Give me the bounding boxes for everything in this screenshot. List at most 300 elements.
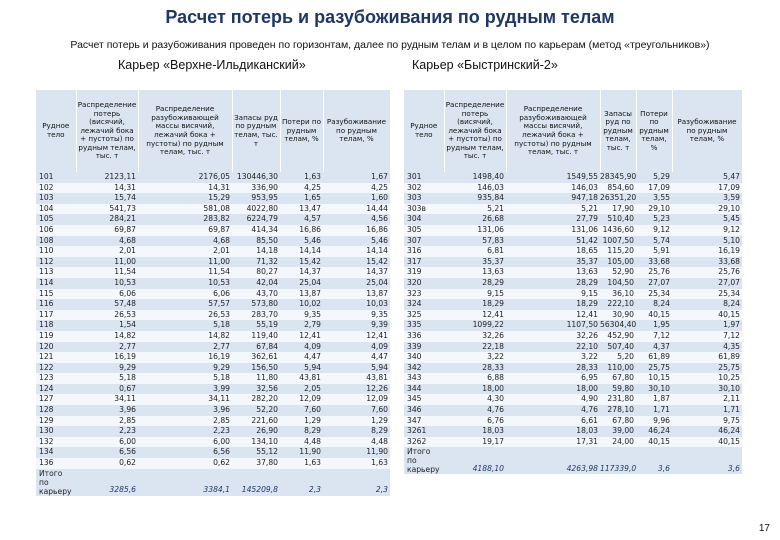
header-loss-distribution: Распределение потерь (висячий, лежачий бока + пустоты) по рудным телам, тыс. т: [444, 90, 506, 172]
value-cell: 56304,40: [600, 320, 636, 330]
value-cell: 2,01: [138, 246, 232, 257]
value-cell: 110,00: [600, 363, 636, 374]
value-cell: 34,11: [138, 394, 232, 405]
value-cell: 14,44: [323, 204, 390, 215]
value-cell: 52,20: [232, 405, 280, 416]
value-cell: 935,84: [444, 193, 506, 204]
value-cell: 283,82: [138, 214, 232, 225]
total-value: 3,6: [636, 447, 672, 474]
value-cell: 14,82: [138, 331, 232, 342]
value-cell: 25,75: [672, 363, 742, 374]
value-cell: 104,50: [600, 278, 636, 289]
value-cell: 2,01: [76, 246, 138, 257]
value-cell: 32,56: [232, 384, 280, 395]
value-cell: 1,65: [280, 193, 323, 204]
table-row: [36, 193, 390, 204]
value-cell: 9,39: [323, 320, 390, 331]
value-cell: 1007,50: [600, 236, 636, 247]
value-cell: 9,12: [636, 225, 672, 236]
table-row: [36, 172, 390, 183]
value-cell: 13,63: [506, 267, 600, 278]
value-cell: 4,47: [323, 352, 390, 363]
value-cell: 4,68: [76, 236, 138, 247]
table-row: [36, 299, 390, 310]
value-cell: 278,10: [600, 405, 636, 416]
value-cell: 9,35: [280, 310, 323, 321]
value-cell: 9,29: [138, 363, 232, 374]
ore-body-cell: 128: [36, 405, 76, 416]
value-cell: 51,42: [506, 236, 600, 247]
value-cell: 46,24: [636, 426, 672, 437]
value-cell: 284,21: [76, 214, 138, 225]
value-cell: 541,73: [76, 204, 138, 215]
ore-body-cell: 103: [36, 193, 76, 204]
table-row: [36, 278, 390, 289]
ore-body-cell: 122: [36, 363, 76, 374]
value-cell: 11,90: [280, 447, 323, 458]
ore-body-cell: 134: [36, 447, 76, 458]
value-cell: 13,87: [323, 289, 390, 300]
ore-body-cell: 302: [404, 183, 444, 194]
table-row: [36, 183, 390, 194]
left-table-panel: [36, 90, 391, 496]
value-cell: 25,34: [636, 289, 672, 300]
value-cell: 105,00: [600, 257, 636, 268]
value-cell: 12,09: [323, 394, 390, 405]
value-cell: 3,96: [138, 405, 232, 416]
ore-body-cell: 324: [404, 299, 444, 310]
value-cell: 2,85: [138, 416, 232, 427]
value-cell: 6,88: [444, 373, 506, 384]
value-cell: 8,24: [672, 299, 742, 310]
value-cell: 9,35: [323, 310, 390, 321]
ore-body-cell: 340: [404, 352, 444, 363]
table-row: [36, 405, 390, 416]
value-cell: 5,74: [636, 236, 672, 247]
total-row: [36, 469, 390, 496]
losses-table-left: [36, 90, 391, 496]
ore-body-cell: 123: [36, 373, 76, 384]
value-cell: 12,41: [323, 331, 390, 342]
value-cell: 1549,55: [506, 172, 600, 183]
value-cell: 69,87: [138, 225, 232, 236]
ore-body-cell: 304: [404, 214, 444, 225]
value-cell: 573,80: [232, 299, 280, 310]
table-row: [36, 416, 390, 427]
value-cell: 9,15: [444, 289, 506, 300]
value-cell: 40,15: [636, 310, 672, 321]
value-cell: 1,95: [636, 320, 672, 331]
value-cell: 14,82: [76, 331, 138, 342]
value-cell: 28345,90: [600, 172, 636, 181]
value-cell: 7,60: [323, 405, 390, 416]
value-cell: 16,19: [672, 246, 742, 257]
value-cell: 57,48: [76, 299, 138, 310]
value-cell: 26,53: [138, 310, 232, 321]
table-row: [36, 373, 390, 384]
ore-body-cell: 303: [404, 193, 444, 204]
table-row: [36, 331, 390, 342]
value-cell: 16,86: [280, 225, 323, 236]
value-cell: 2,23: [138, 426, 232, 437]
table-row: [36, 225, 390, 236]
value-cell: 8,29: [323, 426, 390, 437]
value-cell: 4,48: [280, 437, 323, 448]
value-cell: 10,03: [323, 299, 390, 310]
value-cell: 1,87: [636, 394, 672, 405]
value-cell: 510,40: [600, 214, 636, 225]
total-value: 3,6: [672, 447, 742, 474]
value-cell: 32,26: [444, 331, 506, 342]
table-row: [404, 373, 742, 384]
value-cell: 26,90: [232, 426, 280, 437]
value-cell: 27,07: [672, 278, 742, 289]
value-cell: 22,10: [506, 342, 600, 353]
value-cell: 22,18: [444, 342, 506, 353]
total-value: 4263,98: [506, 447, 600, 474]
value-cell: 46,24: [672, 426, 742, 437]
value-cell: 35,37: [506, 257, 600, 268]
value-cell: 16,19: [76, 352, 138, 363]
value-cell: 2,23: [76, 426, 138, 437]
table-row: [36, 352, 390, 363]
value-cell: 29,10: [672, 204, 742, 215]
value-cell: 18,03: [506, 426, 600, 437]
value-cell: 6,56: [138, 447, 232, 458]
value-cell: 5,46: [280, 236, 323, 247]
value-cell: 5,46: [323, 236, 390, 247]
value-cell: 5,18: [138, 373, 232, 384]
value-cell: 4,47: [280, 352, 323, 363]
value-cell: 85,50: [232, 236, 280, 247]
table-row: [404, 416, 742, 427]
value-cell: 43,81: [323, 373, 390, 384]
table-row: [404, 342, 742, 353]
value-cell: 12,41: [506, 310, 600, 321]
value-cell: 27,07: [636, 278, 672, 289]
value-cell: 1107,50: [506, 320, 600, 331]
ore-body-cell: 124: [36, 384, 76, 395]
value-cell: 67,84: [232, 342, 280, 353]
header-loss-distribution: Распределение потерь (висячий, лежачий бока + пустоты) по рудным телам, тыс. т: [76, 90, 138, 172]
value-cell: 146,03: [506, 183, 600, 194]
value-cell: 18,00: [506, 384, 600, 395]
page-subtitle: Расчет потерь и разубоживания проведен по горизонтам, далее по рудным телам и в целом по карьерам (метод «треугольников»): [70, 39, 710, 51]
value-cell: 3,99: [138, 384, 232, 395]
value-cell: 5,91: [636, 246, 672, 257]
value-cell: 43,81: [280, 373, 323, 384]
value-cell: 40,15: [672, 310, 742, 321]
value-cell: 15,74: [76, 193, 138, 204]
value-cell: 5,45: [672, 214, 742, 225]
value-cell: 19,17: [444, 437, 506, 448]
value-cell: 3,55: [636, 193, 672, 204]
ore-body-cell: 317: [404, 257, 444, 268]
value-cell: 9,15: [506, 289, 600, 300]
table-row: [404, 394, 742, 405]
ore-body-cell: 339: [404, 342, 444, 353]
value-cell: 17,31: [506, 437, 600, 448]
value-cell: 10,53: [76, 278, 138, 289]
table-row: [404, 183, 742, 194]
value-cell: 32,26: [506, 331, 600, 342]
value-cell: 14,37: [280, 267, 323, 278]
value-cell: 13,47: [280, 204, 323, 215]
ore-body-cell: 342: [404, 363, 444, 374]
header-dilution-percent: Разубоживание по рудным телам, %: [323, 90, 390, 172]
value-cell: 11,54: [138, 267, 232, 278]
table-row: [36, 246, 390, 257]
value-cell: 42,04: [232, 278, 280, 289]
total-value: 2,3: [280, 469, 323, 496]
table-row: [404, 214, 742, 225]
ore-body-cell: 105: [36, 214, 76, 225]
table-row: [36, 267, 390, 278]
table-row: [404, 236, 742, 247]
value-cell: 61,89: [672, 352, 742, 363]
value-cell: 57,83: [444, 236, 506, 247]
value-cell: 1,97: [672, 320, 742, 331]
value-cell: 11,00: [76, 257, 138, 268]
value-cell: 14,31: [138, 183, 232, 194]
value-cell: 25,76: [636, 267, 672, 278]
table-row: [404, 246, 742, 257]
value-cell: 13,63: [444, 267, 506, 278]
value-cell: 6,06: [76, 289, 138, 300]
value-cell: 7,12: [672, 331, 742, 342]
total-value: 145209,8: [232, 469, 280, 496]
ore-body-cell: 335: [404, 320, 444, 331]
value-cell: 67,80: [600, 416, 636, 427]
value-cell: 30,10: [672, 384, 742, 395]
value-cell: 7,12: [636, 331, 672, 342]
value-cell: 9,96: [636, 416, 672, 427]
value-cell: 12,41: [280, 331, 323, 342]
value-cell: 6224,79: [232, 214, 280, 225]
value-cell: 9,12: [672, 225, 742, 236]
value-cell: 26,68: [444, 214, 506, 225]
value-cell: 1,29: [323, 416, 390, 427]
total-label: Итого по карьеру: [36, 469, 76, 496]
ore-body-cell: 120: [36, 342, 76, 353]
value-cell: 11,80: [232, 373, 280, 384]
value-cell: 3,59: [672, 193, 742, 204]
value-cell: 507,40: [600, 342, 636, 353]
ore-body-cell: 325: [404, 310, 444, 321]
header-ore-body: Рудное тело: [36, 90, 76, 172]
ore-body-cell: 101: [36, 172, 76, 183]
value-cell: 14,37: [323, 267, 390, 278]
header-losses-percent: Потери по рудным телам, %: [280, 90, 323, 172]
value-cell: 28,29: [444, 278, 506, 289]
ore-body-cell: 115: [36, 289, 76, 300]
value-cell: 452,90: [600, 331, 636, 342]
table-row: [36, 204, 390, 215]
value-cell: 18,65: [506, 246, 600, 257]
ore-body-cell: 3262: [404, 437, 444, 448]
table-row: [36, 458, 390, 469]
value-cell: 30,10: [636, 384, 672, 395]
value-cell: 6,56: [76, 447, 138, 458]
ore-body-cell: 102: [36, 183, 76, 194]
value-cell: 282,20: [232, 394, 280, 405]
value-cell: 1436,60: [600, 225, 636, 236]
header-ore-reserves: Запасы руд по рудным телам, тыс. т: [600, 90, 636, 172]
value-cell: 34,11: [76, 394, 138, 405]
header-ore-body: Рудное тело: [404, 90, 444, 172]
value-cell: 5,18: [138, 320, 232, 331]
value-cell: 581,08: [138, 204, 232, 215]
total-value: 4188,10: [444, 447, 506, 474]
ore-body-cell: 316: [404, 246, 444, 257]
value-cell: 37,80: [232, 458, 280, 469]
value-cell: 5,29: [636, 172, 672, 183]
value-cell: 5,21: [506, 204, 600, 215]
value-cell: 5,47: [672, 172, 742, 183]
table-row: [404, 331, 742, 342]
table-row: [36, 214, 390, 225]
value-cell: 8,24: [636, 299, 672, 310]
total-row: [404, 447, 742, 474]
header-dilution-mass: Распределение разубоживающей массы висячий, лежачий бока + пустоты) по рудным телам, тыс. т: [506, 90, 600, 172]
table-row: [36, 310, 390, 321]
table-row: [36, 384, 390, 395]
value-cell: 2176,05: [138, 172, 232, 183]
value-cell: 1,29: [280, 416, 323, 427]
value-cell: 39,00: [600, 426, 636, 437]
value-cell: 16,19: [138, 352, 232, 363]
header-dilution-percent: Разубоживание по рудным телам, %: [672, 90, 742, 172]
table-row: [404, 193, 742, 204]
value-cell: 28,29: [506, 278, 600, 289]
value-cell: 25,75: [636, 363, 672, 374]
value-cell: 5,18: [76, 373, 138, 384]
ore-body-cell: 119: [36, 331, 76, 342]
value-cell: 17,09: [672, 183, 742, 194]
value-cell: 119,40: [232, 331, 280, 342]
table-row: [404, 289, 742, 300]
ore-body-cell: 113: [36, 267, 76, 278]
value-cell: 4,68: [138, 236, 232, 247]
table-row: [404, 257, 742, 268]
ore-body-cell: 301: [404, 172, 444, 183]
header-ore-reserves: Запасы руд по рудным телам, тыс. т: [232, 90, 280, 172]
value-cell: 1,60: [323, 193, 390, 204]
value-cell: 4,35: [672, 342, 742, 353]
value-cell: 2,05: [280, 384, 323, 395]
value-cell: 362,61: [232, 352, 280, 363]
table-row: [36, 289, 390, 300]
value-cell: 11,54: [76, 267, 138, 278]
value-cell: 134,10: [232, 437, 280, 448]
value-cell: 36,10: [600, 289, 636, 300]
ore-body-cell: 323: [404, 289, 444, 300]
value-cell: 414,34: [232, 225, 280, 236]
value-cell: 7,60: [280, 405, 323, 416]
value-cell: 10,15: [636, 373, 672, 384]
value-cell: 57,57: [138, 299, 232, 310]
value-cell: 27,79: [506, 214, 600, 225]
ore-body-cell: 336: [404, 331, 444, 342]
ore-body-cell: 106: [36, 225, 76, 236]
value-cell: 6,61: [506, 416, 600, 427]
value-cell: 40,15: [672, 437, 742, 448]
value-cell: 14,18: [232, 246, 280, 257]
table-row: [404, 437, 742, 448]
value-cell: 16,86: [323, 225, 390, 236]
value-cell: 4,09: [280, 342, 323, 353]
table-row: [404, 172, 742, 183]
value-cell: 1,71: [636, 405, 672, 416]
ore-body-cell: 127: [36, 394, 76, 405]
ore-body-cell: 136: [36, 458, 76, 469]
value-cell: 40,15: [636, 437, 672, 448]
header-dilution-mass: Распределение разубоживающей массы висячий, лежачий бока + пустоты) по рудным телам, тыс. т: [138, 90, 232, 172]
value-cell: 30,90: [600, 310, 636, 321]
value-cell: 115,20: [600, 246, 636, 257]
ore-body-cell: 121: [36, 352, 76, 363]
value-cell: 1099,22: [444, 320, 506, 331]
table-row: [404, 267, 742, 278]
ore-body-cell: 305: [404, 225, 444, 236]
table-header-row: [404, 90, 742, 172]
ore-body-cell: 130: [36, 426, 76, 437]
value-cell: 14,14: [323, 246, 390, 257]
value-cell: 2,11: [672, 394, 742, 405]
table-row: [36, 437, 390, 448]
value-cell: 1,67: [323, 172, 390, 183]
value-cell: 25,04: [280, 278, 323, 289]
value-cell: 26351,20: [600, 193, 636, 203]
value-cell: 69,87: [76, 225, 138, 236]
value-cell: 4,90: [506, 394, 600, 405]
ore-body-cell: 319: [404, 267, 444, 278]
value-cell: 12,41: [444, 310, 506, 321]
value-cell: 59,80: [600, 384, 636, 395]
value-cell: 3,96: [76, 405, 138, 416]
total-value: 3285,6: [76, 469, 138, 496]
ore-body-cell: 346: [404, 405, 444, 416]
table-row: [404, 320, 742, 331]
value-cell: 2,77: [76, 342, 138, 353]
value-cell: 61,89: [636, 352, 672, 363]
table-row: [36, 426, 390, 437]
value-cell: 43,70: [232, 289, 280, 300]
table-header-row: [36, 90, 390, 172]
value-cell: 10,53: [138, 278, 232, 289]
value-cell: 6,06: [138, 289, 232, 300]
page-title: Расчет потерь и разубоживания по рудным телам: [165, 7, 615, 27]
value-cell: 15,42: [280, 257, 323, 268]
table-row: [404, 310, 742, 321]
table-row: [404, 352, 742, 363]
value-cell: 18,03: [444, 426, 506, 437]
ore-body-cell: 343: [404, 373, 444, 384]
value-cell: 35,37: [444, 257, 506, 268]
value-cell: 9,75: [672, 416, 742, 427]
value-cell: 55,19: [232, 320, 280, 331]
value-cell: 4,25: [280, 183, 323, 194]
value-cell: 4,56: [323, 214, 390, 225]
ore-body-cell: 110: [36, 246, 76, 257]
value-cell: 953,95: [232, 193, 280, 204]
value-cell: 0,67: [76, 384, 138, 395]
value-cell: 4,25: [323, 183, 390, 194]
ore-body-cell: 344: [404, 384, 444, 395]
value-cell: 28,33: [444, 363, 506, 374]
value-cell: 9,29: [76, 363, 138, 374]
value-cell: 25,04: [323, 278, 390, 289]
